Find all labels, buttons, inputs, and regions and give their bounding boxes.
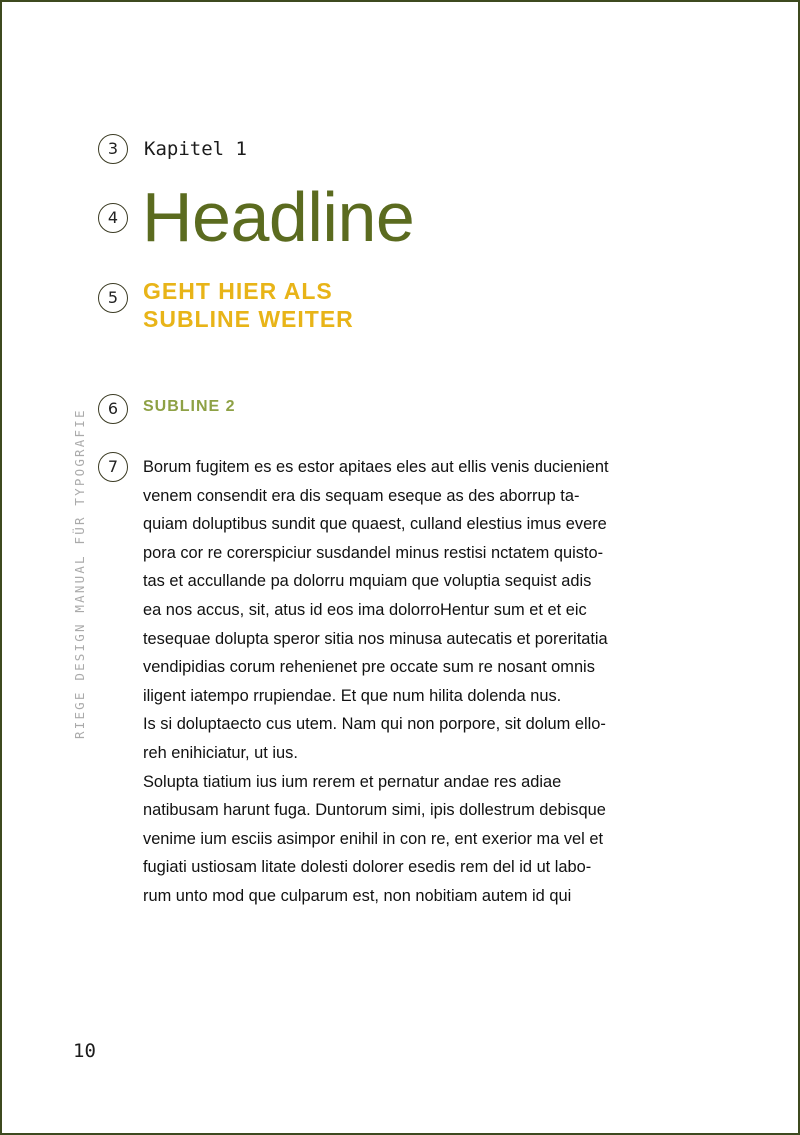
body-line: natibusam harunt fuga. Duntorum simi, ipis dollestrum debisque [143,801,606,820]
body-line: iligent iatempo rrupiendae. Et que num hilita dolenda nus. [143,686,562,705]
body-line: Is si doluptaecto cus utem. Nam qui non porpore, sit dolum ello- [143,715,606,734]
subline-line-2: SUBLINE WEITER [143,306,354,332]
headline: Headline [142,178,415,256]
body-text [143,453,683,911]
body-line: ea nos accus, sit, atus id eos ima dolorroHentur sum et et eic [143,600,587,619]
body-line: Borum fugitem es es estor apitaes eles aut ellis venis ducienient [143,458,609,476]
chapter-label: Kapitel 1 [144,138,247,160]
body-line: pora cor re corerspiciur susdandel minus restisi nctatem quisto- [143,543,604,562]
marker-5: 5 [98,283,128,313]
body-line: tas et accullande pa dolorru mquiam que voluptia sequist adis [143,572,592,591]
subline-line-1: GEHT HIER ALS [143,278,333,304]
body-line: fugiati ustiosam litate dolesti dolorer esedis rem del id ut labo- [143,858,592,877]
body-line: vendipidias corum rehenienet pre occate sum re nosant omnis [143,658,595,677]
marker-3: 3 [98,134,128,164]
subline-2: SUBLINE 2 [143,398,236,415]
body-line: venem consendit era dis sequam eseque as des aborrup ta- [143,486,580,505]
side-label: RIEGE DESIGN MANUAL FÜR TYPOGRAFIE [72,408,87,739]
body-line: reh enihiciatur, ut ius. [143,743,298,762]
body-line: quiam doluptibus sundit que quaest, culland elestius imus evere [143,515,607,534]
page-number: 10 [73,1040,96,1062]
body-line: rum unto mod que culparum est, non nobitiam autem id qui [143,886,572,905]
body-line: venime ium esciis asimpor enihil in con re, ent exerior ma vel et [143,829,604,848]
body-line: tesequae dolupta speror sitia nos minusa autecatis et poreritatia [143,629,608,648]
body-line: Solupta tiatium ius ium rerem et pernatur andae res adiae [143,772,562,791]
subline [143,277,463,333]
marker-7: 7 [98,452,128,482]
marker-4: 4 [98,203,128,233]
marker-6: 6 [98,394,128,424]
